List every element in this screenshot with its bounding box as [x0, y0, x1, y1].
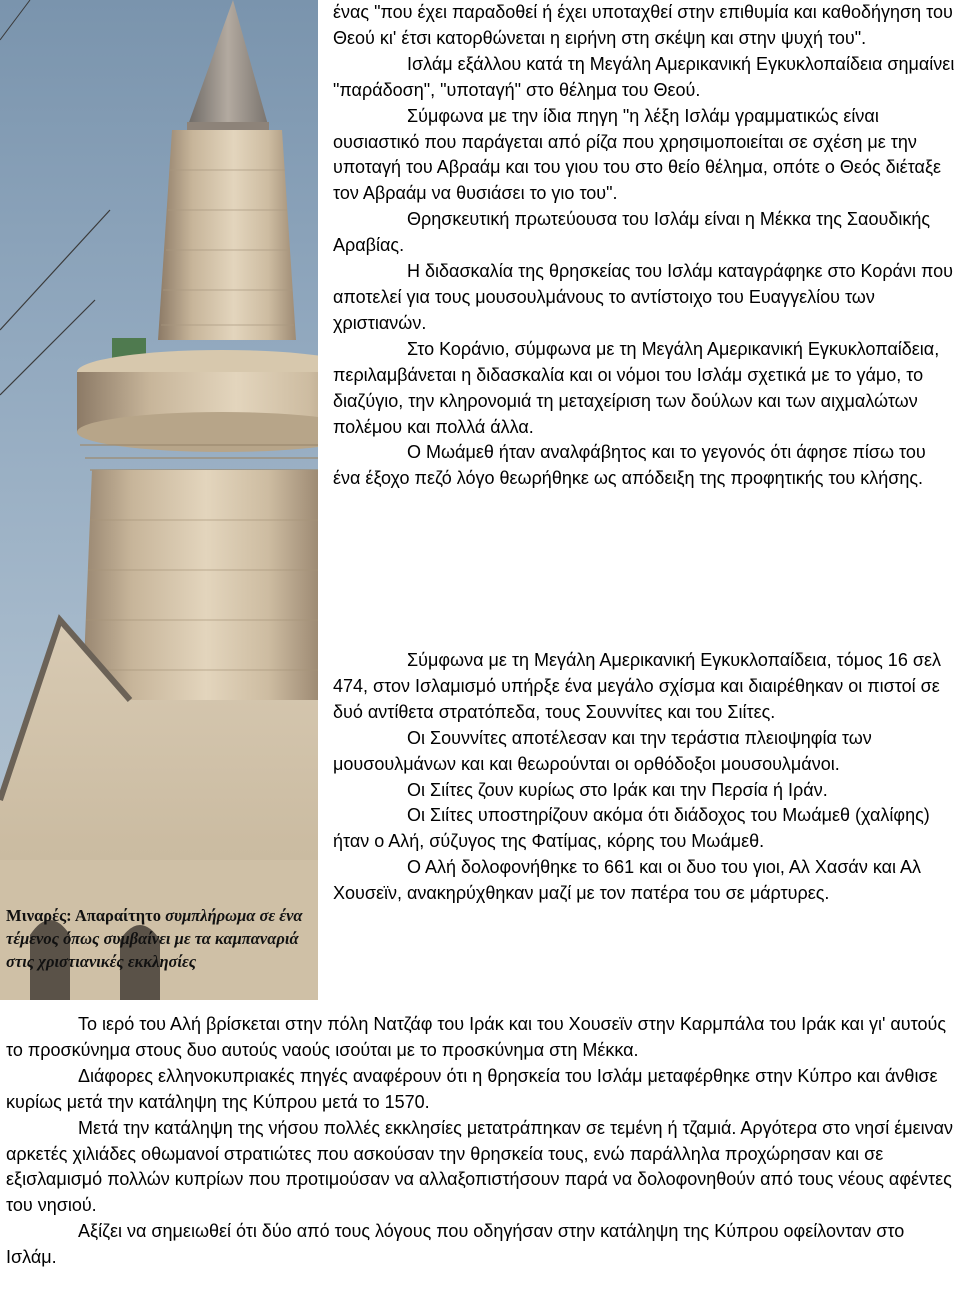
paragraph: Οι Σιίτες ζουν κυρίως στο Ιράκ και την Περσία ή Ιράν. [407, 779, 828, 800]
paragraph: ένας "που έχει παραδοθεί ή έχει υποταχθεί στην επιθυμία και καθοδήγηση του Θεού κι' έτσι κατορθώνεται η ειρήνη στη σκέψη και στην ψυχή του". [333, 2, 953, 48]
paragraph: Σύμφωνα με την ίδια πηγη "η λέξη Ισλάμ γραμματικώς είναι ουσιαστικό που παράγεται από ρίζα που χρησιμοποιείται σε σχέση με την υποταγή του Αβραάμ και του γιου του στο θείο θέλημα, οπότε ο Θεός διέταξε τον Αβραάμ να θυσιάσει το γιο του". [333, 105, 942, 204]
caption-text: συμπλήρωμα σε ένα τέμενος όπως συμβαίνει με τα καμπαναριά στις χριστιανικές εκκλησίες [6, 906, 303, 971]
paragraph: Η διδασκαλία της θρησκείας του Ισλάμ καταγράφηκε στο Κοράνι που αποτελεί για τους μουσουλμάνους το αντίστοιχο του Ευαγγελίου των χριστιανών. [333, 261, 953, 333]
paragraph: Στο Κοράνιο, σύμφωνα με τη Μεγάλη Αμερικανική Εγκυκλοπαίδεια, περιλαμβάνεται η διδασκαλία και οι νόμοι του Ισλάμ σχετικά με το γάμο, το διαζύγιο, την κληρονομιά τη μεταχείριση των δούλων και των αιχμαλώτων πολέμου και πολλά άλλα. [333, 338, 940, 437]
minaret-illustration [0, 0, 318, 1000]
paragraph: Θρησκευτική πρωτεύουσα του Ισλάμ είναι η Μέκκα της Σαουδικής Αραβίας. [333, 209, 931, 256]
minaret-photo [0, 0, 318, 1000]
paragraph: Οι Σιίτες υποστηρίζουν ακόμα ότι διάδοχος του Μωάμεθ (χαλίφης) ήταν ο Αλή, σύζυγος της Φατίμας, κόρης του Μωάμεθ. [333, 805, 930, 852]
paragraph: Μετά την κατάληψη της νήσου πολλές εκκλησίες μετατράπηκαν σε τεμένη ή τζαμιά. Αργότερα στο νησί έμειναν αρκετές χιλιάδες οθωμανοί στρατιώτες που ασκούσαν την θρησκεία τους, ενώ παράλληλα προχώρησαν και σε εξισλαμισμό πολλών κυπρίων που προτιμούσαν να αλλαξοπιστήσουν παρά να δολοφονηθούν από τους νέους αφέντες του νησιού. [6, 1117, 954, 1216]
text-column-top [333, 0, 958, 492]
paragraph: Σύμφωνα με τη Μεγάλη Αμερικανική Εγκυκλοπαίδεια, τόμος 16 σελ 474, στον Ισλαμισμό υπήρξε ένα μεγάλο σχίσμα και διαιρέθηκαν οι πιστοί σε δυό αντίθετα στρατόπεδα, τους Σουννίτες και του Σιίτες. [333, 650, 941, 722]
paragraph: Ισλάμ εξάλλου κατά τη Μεγάλη Αμερικανική Εγκυκλοπαίδεια σημαίνει "παράδοση", "υποταγή" στο θέλημα του Θεού. [333, 53, 955, 100]
paragraph: Αξίζει να σημειωθεί ότι δύο από τους λόγους που οδηγήσαν στην κατάληψη της Κύπρου οφείλονταν στο Ισλάμ. [6, 1221, 905, 1268]
photo-caption [6, 904, 316, 973]
text-body-bottom [6, 1012, 956, 1271]
paragraph: Οι Σουννίτες αποτέλεσαν και την τεράστια πλειοψηφία των μουσουλμάνων και και θεωρούνται οι ορθόδοξοι μουσουλμάνοι. [333, 727, 872, 774]
paragraph: Ο Μωάμεθ ήταν αναλφάβητος και το γεγονός ότι άφησε πίσω του ένα έξοχο πεζό λόγο θεωρήθηκε ως απόδειξη της προφητικής του κλήσης. [333, 442, 926, 489]
paragraph: Ο Αλή δολοφονήθηκε το 661 και οι δυο του γιοι, Αλ Χασάν και Αλ Χουσεϊν, ανακηρύχθηκαν μαζί με τον πατέρα του σε μάρτυρες. [333, 857, 922, 904]
text-column-middle [333, 648, 958, 907]
paragraph: Το ιερό του Αλή βρίσκεται στην πόλη Νατζάφ του Ιράκ και του Χουσεϊν στην Καρμπάλα του Ιράκ και γι' αυτούς το προσκύνημα στους δυο αυτούς ναούς ισούται με το προσκύνημα στη Μέκκα. [6, 1014, 947, 1060]
paragraph: Διάφορες ελληνοκυπριακές πηγές αναφέρουν ότι η θρησκεία του Ισλάμ μεταφέρθηκε στην Κύπρο και άνθισε κυρίως μετά την κατάληψη της Κύπρου μετά το 1570. [6, 1065, 938, 1112]
caption-lead: Μιναρές: Απαραίτητο [6, 906, 161, 925]
